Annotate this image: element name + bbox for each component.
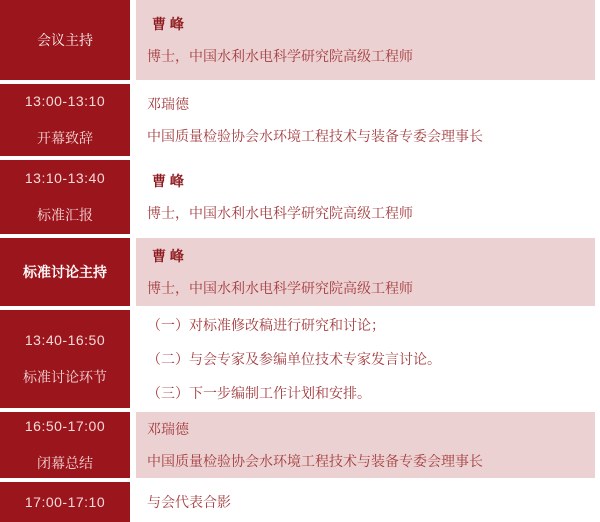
- agenda-items-cell: [136, 310, 595, 408]
- session-title: 标准汇报: [37, 206, 93, 223]
- speaker-cell: [136, 238, 595, 306]
- speaker-title: 博士，中国水利水电科学研究院高级工程师: [147, 280, 413, 296]
- session-time: 13:40-16:50: [24, 331, 106, 348]
- speaker-name: 曹 峰: [152, 16, 184, 32]
- agenda-row: [0, 84, 595, 156]
- session-title: 会议主持: [37, 32, 93, 48]
- session-time: 13:00-13:10: [24, 92, 106, 109]
- speaker-title: 博士，中国水利水电科学研究院高级工程师: [147, 48, 413, 64]
- agenda-item-line: （一）对标准修改稿进行研究和讨论；: [147, 317, 385, 333]
- agenda-item-line: （二）与会专家及参编单位技术专家发言讨论。: [147, 351, 441, 367]
- session-title: 闭幕总结: [37, 454, 93, 471]
- agenda-row: [0, 0, 595, 80]
- speaker-name: 邓瑞德: [147, 421, 189, 437]
- speaker-name: 邓瑞德: [147, 96, 189, 112]
- session-header-cell: [0, 160, 130, 234]
- speaker-cell: [136, 84, 595, 156]
- session-header-cell: [0, 238, 130, 306]
- speaker-title: 中国质量检验协会水环境工程技术与装备专委会理事长: [147, 128, 483, 144]
- agenda-row: [0, 412, 595, 478]
- session-time: 16:50-17:00: [24, 417, 106, 434]
- session-title: 开幕致辞: [37, 129, 93, 146]
- agenda-row: [0, 238, 595, 306]
- agenda-item-line: 与会代表合影: [147, 494, 231, 510]
- agenda-items-cell: [136, 482, 595, 522]
- session-header-cell: [0, 310, 130, 408]
- speaker-title: 博士，中国水利水电科学研究院高级工程师: [147, 205, 413, 221]
- agenda-row: [0, 160, 595, 234]
- speaker-name: 曹 峰: [152, 248, 184, 264]
- speaker-cell: [136, 412, 595, 478]
- session-title: 标准讨论主持: [23, 264, 107, 280]
- agenda-item-line: （三）下一步编制工作计划和安排。: [147, 385, 371, 401]
- session-header-cell: [0, 0, 130, 80]
- session-header-cell: [0, 84, 130, 156]
- session-time: 13:10-13:40: [24, 169, 106, 186]
- session-header-cell: [0, 412, 130, 478]
- speaker-title: 中国质量检验协会水环境工程技术与装备专委会理事长: [147, 453, 483, 469]
- agenda-row: [0, 310, 595, 408]
- session-header-cell: [0, 482, 130, 522]
- speaker-cell: [136, 160, 595, 234]
- agenda-row: [0, 482, 595, 522]
- session-time: 17:00-17:10: [24, 494, 106, 510]
- speaker-name: 曹 峰: [152, 173, 184, 189]
- session-title: 标准讨论环节: [23, 368, 107, 385]
- speaker-cell: [136, 0, 595, 80]
